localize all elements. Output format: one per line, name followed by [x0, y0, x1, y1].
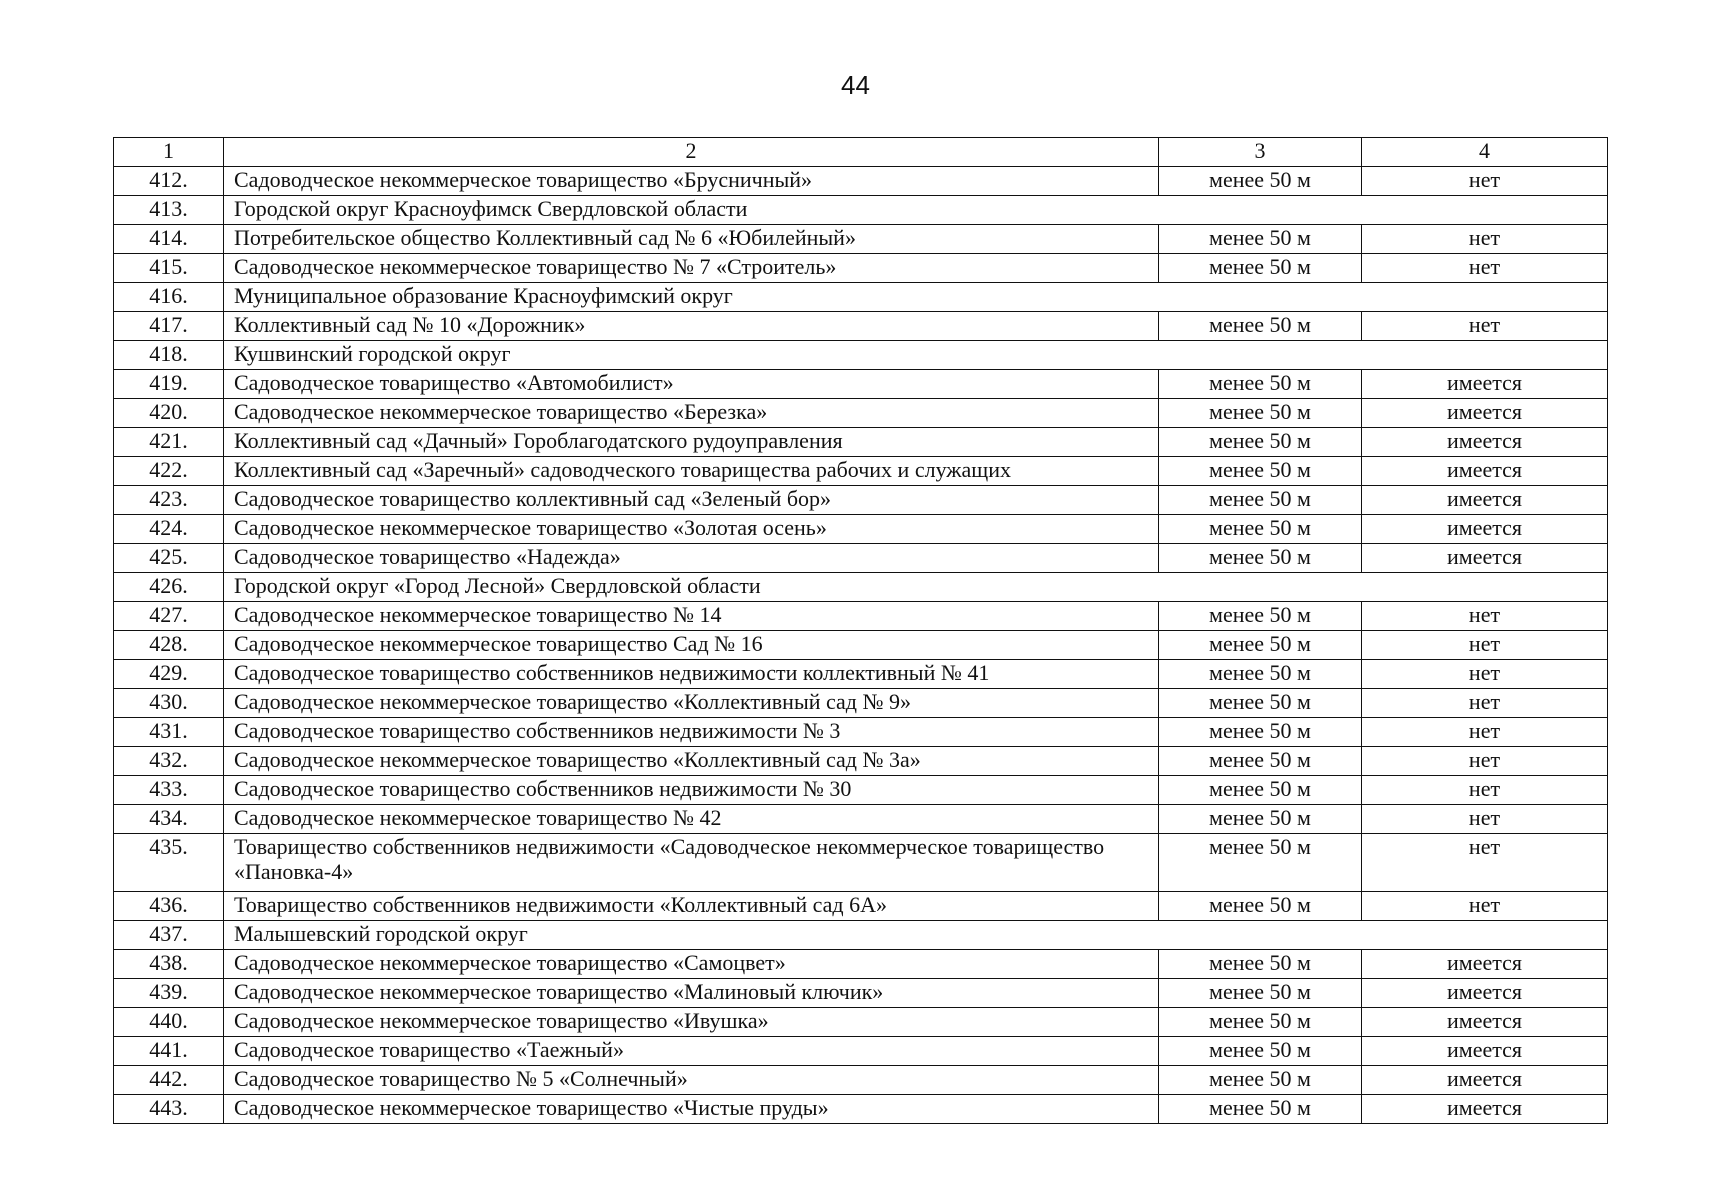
distance-value: менее 50 м	[1159, 167, 1362, 196]
row-number: 427.	[114, 602, 224, 631]
table-row	[114, 515, 1608, 544]
organization-name: Садоводческое товарищество собственников недвижимости № 30	[224, 776, 1159, 805]
column-header: 4	[1362, 138, 1608, 167]
availability-value: имеется	[1362, 515, 1608, 544]
availability-value: нет	[1362, 776, 1608, 805]
table-row	[114, 486, 1608, 515]
availability-value: имеется	[1362, 370, 1608, 399]
distance-value: менее 50 м	[1159, 515, 1362, 544]
availability-value: нет	[1362, 167, 1608, 196]
row-number: 413.	[114, 196, 224, 225]
availability-value: имеется	[1362, 428, 1608, 457]
organization-name: Садоводческое некоммерческое товарищество № 14	[224, 602, 1159, 631]
group-row	[114, 573, 1608, 602]
distance-value: менее 50 м	[1159, 602, 1362, 631]
row-number: 439.	[114, 979, 224, 1008]
group-title: Кушвинский городской округ	[224, 341, 1608, 370]
organization-name: Коллективный сад «Заречный» садоводческого товарищества рабочих и служащих	[224, 457, 1159, 486]
availability-value: нет	[1362, 718, 1608, 747]
organization-name: Садоводческое некоммерческое товарищество Сад № 16	[224, 631, 1159, 660]
row-number: 422.	[114, 457, 224, 486]
table-row	[114, 892, 1608, 921]
group-title: Городской округ «Город Лесной» Свердловской области	[224, 573, 1608, 602]
row-number: 412.	[114, 167, 224, 196]
table-header-row	[114, 138, 1608, 167]
row-number: 430.	[114, 689, 224, 718]
organization-name: Садоводческое некоммерческое товарищество «Ивушка»	[224, 1008, 1159, 1037]
distance-value: менее 50 м	[1159, 486, 1362, 515]
distance-value: менее 50 м	[1159, 1008, 1362, 1037]
row-number: 434.	[114, 805, 224, 834]
row-number: 432.	[114, 747, 224, 776]
distance-value: менее 50 м	[1159, 1066, 1362, 1095]
row-number: 442.	[114, 1066, 224, 1095]
distance-value: менее 50 м	[1159, 776, 1362, 805]
group-row	[114, 196, 1608, 225]
availability-value: нет	[1362, 834, 1608, 892]
group-title: Городской округ Красноуфимск Свердловской области	[224, 196, 1608, 225]
availability-value: нет	[1362, 312, 1608, 341]
distance-value: менее 50 м	[1159, 225, 1362, 254]
distance-value: менее 50 м	[1159, 689, 1362, 718]
distance-value: менее 50 м	[1159, 979, 1362, 1008]
table-row	[114, 718, 1608, 747]
availability-value: нет	[1362, 747, 1608, 776]
group-title: Малышевский городской округ	[224, 921, 1608, 950]
organization-name: Садоводческое товарищество коллективный сад «Зеленый бор»	[224, 486, 1159, 515]
column-header: 1	[114, 138, 224, 167]
organization-name: Товарищество собственников недвижимости «Коллективный сад 6А»	[224, 892, 1159, 921]
table-row	[114, 399, 1608, 428]
availability-value: имеется	[1362, 486, 1608, 515]
availability-value: имеется	[1362, 979, 1608, 1008]
row-number: 443.	[114, 1095, 224, 1124]
table-row	[114, 689, 1608, 718]
table-row	[114, 747, 1608, 776]
organization-name: Садоводческое некоммерческое товарищество «Коллективный сад № 9»	[224, 689, 1159, 718]
row-number: 436.	[114, 892, 224, 921]
table-row	[114, 631, 1608, 660]
table-row	[114, 1066, 1608, 1095]
row-number: 418.	[114, 341, 224, 370]
distance-value: менее 50 м	[1159, 428, 1362, 457]
table-row	[114, 254, 1608, 283]
row-number: 415.	[114, 254, 224, 283]
row-number: 420.	[114, 399, 224, 428]
table-row	[114, 167, 1608, 196]
organization-name: Садоводческое товарищество собственников недвижимости коллективный № 41	[224, 660, 1159, 689]
availability-value: нет	[1362, 254, 1608, 283]
distance-value: менее 50 м	[1159, 312, 1362, 341]
distance-value: менее 50 м	[1159, 631, 1362, 660]
row-number: 421.	[114, 428, 224, 457]
row-number: 435.	[114, 834, 224, 892]
row-number: 428.	[114, 631, 224, 660]
group-title: Муниципальное образование Красноуфимский округ	[224, 283, 1608, 312]
row-number: 437.	[114, 921, 224, 950]
group-row	[114, 921, 1608, 950]
availability-value: нет	[1362, 892, 1608, 921]
row-number: 416.	[114, 283, 224, 312]
organization-name: Садоводческое товарищество «Автомобилист»	[224, 370, 1159, 399]
distance-value: менее 50 м	[1159, 834, 1362, 892]
availability-value: нет	[1362, 805, 1608, 834]
row-number: 429.	[114, 660, 224, 689]
table-row	[114, 776, 1608, 805]
distance-value: менее 50 м	[1159, 544, 1362, 573]
row-number: 426.	[114, 573, 224, 602]
organization-name: Садоводческое некоммерческое товарищество № 42	[224, 805, 1159, 834]
availability-value: имеется	[1362, 399, 1608, 428]
table-row	[114, 834, 1608, 892]
register-table	[113, 137, 1608, 1124]
organization-name: Товарищество собственников недвижимости «Садоводческое некоммерческое товарищество «Пановка-4»	[224, 834, 1159, 892]
row-number: 438.	[114, 950, 224, 979]
table-row	[114, 1008, 1608, 1037]
page-number: 44	[841, 70, 870, 100]
group-row	[114, 341, 1608, 370]
table-row	[114, 370, 1608, 399]
distance-value: менее 50 м	[1159, 1037, 1362, 1066]
availability-value: имеется	[1362, 1066, 1608, 1095]
availability-value: имеется	[1362, 544, 1608, 573]
availability-value: нет	[1362, 689, 1608, 718]
organization-name: Садоводческое некоммерческое товарищество «Брусничный»	[224, 167, 1159, 196]
row-number: 417.	[114, 312, 224, 341]
organization-name: Садоводческое товарищество «Таежный»	[224, 1037, 1159, 1066]
availability-value: имеется	[1362, 457, 1608, 486]
availability-value: нет	[1362, 602, 1608, 631]
availability-value: нет	[1362, 660, 1608, 689]
row-number: 414.	[114, 225, 224, 254]
organization-name: Коллективный сад «Дачный» Гороблагодатского рудоуправления	[224, 428, 1159, 457]
distance-value: менее 50 м	[1159, 399, 1362, 428]
availability-value: нет	[1362, 225, 1608, 254]
availability-value: имеется	[1362, 1095, 1608, 1124]
row-number: 433.	[114, 776, 224, 805]
distance-value: менее 50 м	[1159, 254, 1362, 283]
table-row	[114, 457, 1608, 486]
organization-name: Садоводческое некоммерческое товарищество «Чистые пруды»	[224, 1095, 1159, 1124]
row-number: 419.	[114, 370, 224, 399]
distance-value: менее 50 м	[1159, 747, 1362, 776]
table-row	[114, 428, 1608, 457]
organization-name: Потребительское общество Коллективный сад № 6 «Юбилейный»	[224, 225, 1159, 254]
row-number: 441.	[114, 1037, 224, 1066]
organization-name: Садоводческое некоммерческое товарищество «Малиновый ключик»	[224, 979, 1159, 1008]
table-row	[114, 544, 1608, 573]
organization-name: Садоводческое некоммерческое товарищество «Золотая осень»	[224, 515, 1159, 544]
distance-value: менее 50 м	[1159, 1095, 1362, 1124]
distance-value: менее 50 м	[1159, 950, 1362, 979]
row-number: 424.	[114, 515, 224, 544]
organization-name: Садоводческое некоммерческое товарищество «Березка»	[224, 399, 1159, 428]
organization-name: Садоводческое товарищество «Надежда»	[224, 544, 1159, 573]
column-header: 3	[1159, 138, 1362, 167]
availability-value: нет	[1362, 631, 1608, 660]
organization-name: Садоводческое некоммерческое товарищество «Коллективный сад № 3а»	[224, 747, 1159, 776]
table-row	[114, 805, 1608, 834]
column-header: 2	[224, 138, 1159, 167]
table-row	[114, 1037, 1608, 1066]
table-row	[114, 660, 1608, 689]
distance-value: менее 50 м	[1159, 660, 1362, 689]
table-row	[114, 950, 1608, 979]
register-table-body	[114, 138, 1608, 1124]
distance-value: менее 50 м	[1159, 805, 1362, 834]
organization-name: Коллективный сад № 10 «Дорожник»	[224, 312, 1159, 341]
organization-name: Садоводческое некоммерческое товарищество «Самоцвет»	[224, 950, 1159, 979]
row-number: 423.	[114, 486, 224, 515]
table-row	[114, 602, 1608, 631]
distance-value: менее 50 м	[1159, 718, 1362, 747]
row-number: 440.	[114, 1008, 224, 1037]
organization-name: Садоводческое товарищество № 5 «Солнечный»	[224, 1066, 1159, 1095]
availability-value: имеется	[1362, 1037, 1608, 1066]
row-number: 425.	[114, 544, 224, 573]
table-row	[114, 225, 1608, 254]
organization-name: Садоводческое товарищество собственников недвижимости № 3	[224, 718, 1159, 747]
availability-value: имеется	[1362, 1008, 1608, 1037]
table-row	[114, 979, 1608, 1008]
distance-value: менее 50 м	[1159, 457, 1362, 486]
row-number: 431.	[114, 718, 224, 747]
distance-value: менее 50 м	[1159, 892, 1362, 921]
distance-value: менее 50 м	[1159, 370, 1362, 399]
group-row	[114, 283, 1608, 312]
availability-value: имеется	[1362, 950, 1608, 979]
table-row	[114, 312, 1608, 341]
table-row	[114, 1095, 1608, 1124]
organization-name: Садоводческое некоммерческое товарищество № 7 «Строитель»	[224, 254, 1159, 283]
